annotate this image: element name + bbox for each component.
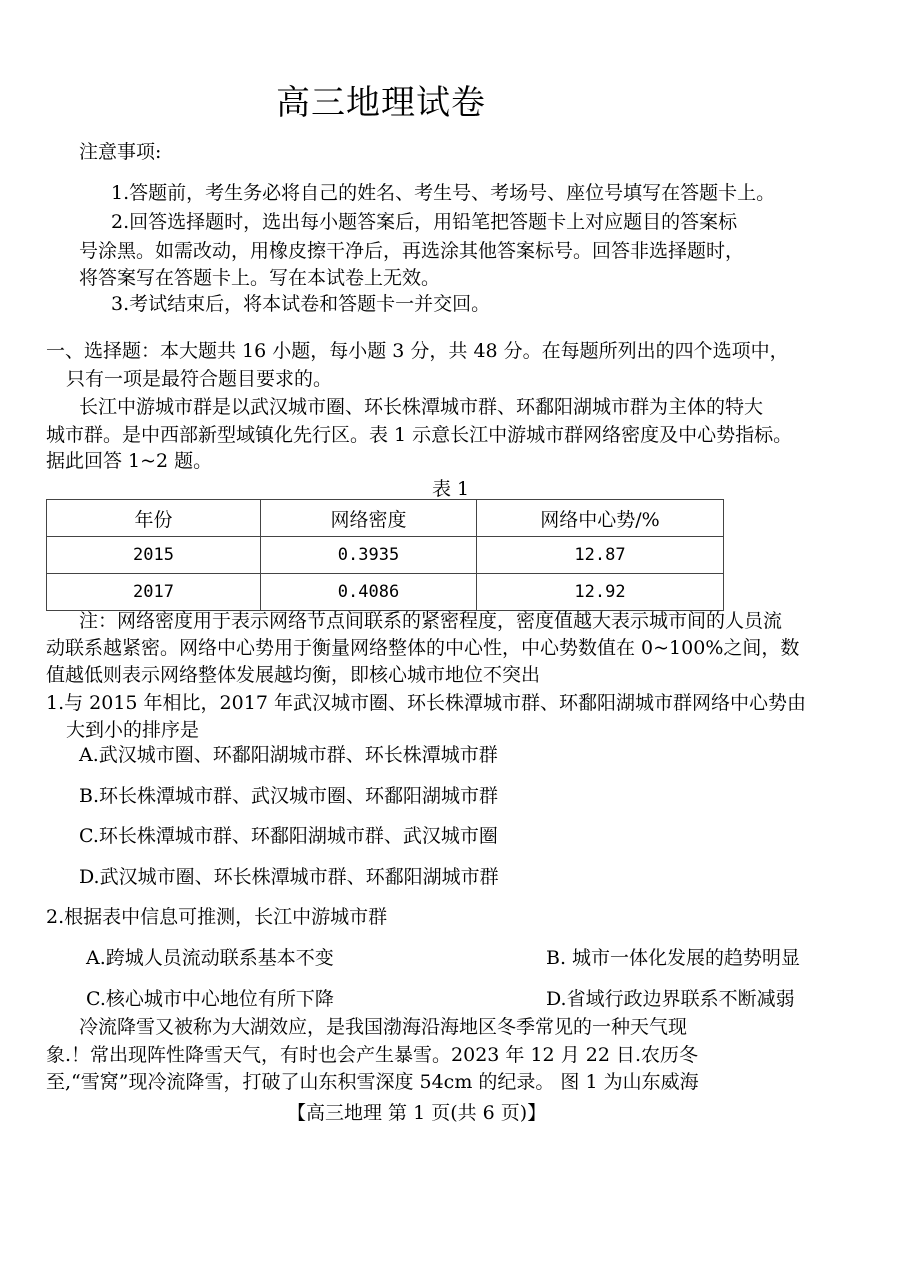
table-note-line-2: 动联系越紧密。网络中心势用于衡量网络整体的中心性，中心势数值在 0~100%之间，数 — [46, 637, 800, 659]
q2-option-d: D.省域行政边界联系不断减弱 — [546, 988, 795, 1010]
q1-option-d: D.武汉城市圈、环长株潭城市群、环鄱阳湖城市群 — [79, 866, 499, 888]
q2-option-b: B. 城市一体化发展的趋势明显 — [546, 947, 801, 969]
table-cell: 12.87 — [477, 537, 724, 574]
q2-option-c: C.核心城市中心地位有所下降 — [86, 988, 334, 1010]
table-header-cell: 网络中心势/% — [477, 500, 724, 537]
table-cell: 0.3935 — [261, 537, 477, 574]
passage-2-line-2: 象.！常出现阵性降雪天气，有时也会产生暴雪。2023 年 12 月 22 日.农历冬 — [46, 1044, 698, 1066]
table-header-cell: 年份 — [47, 500, 261, 537]
q2-stem: 2.根据表中信息可推测，长江中游城市群 — [46, 906, 388, 928]
passage-2-line-3: 至,“雪窝”现冷流降雪，打破了山东积雪深度 54cm 的纪录。 图 1 为山东威海 — [46, 1071, 699, 1093]
passage-1-line-1: 长江中游城市群是以武汉城市圈、环长株潭城市群、环鄱阳湖城市群为主体的特大 — [79, 396, 764, 418]
table-row — [47, 574, 724, 611]
notice-heading: 注意事项: — [79, 141, 162, 163]
notice-item-2-line-3: 将答案写在答题卡上。写在本试卷上无效。 — [79, 267, 441, 289]
notice-item-2-line-2: 号涂黑。如需改动，用橡皮擦干净后，再选涂其他答案标号。回答非选择题时， — [79, 240, 745, 262]
table-header-cell: 网络密度 — [261, 500, 477, 537]
table-caption: 表 1 — [432, 478, 470, 500]
data-table — [46, 499, 724, 611]
q1-option-c: C.环长株潭城市群、环鄱阳湖城市群、武汉城市圈 — [79, 825, 498, 847]
page-footer: 【高三地理 第 1 页(共 6 页)】 — [287, 1102, 547, 1124]
notice-item-1: 1.答题前，考生务必将自己的姓名、考生号、考场号、座位号填写在答题卡上。 — [111, 182, 776, 204]
q1-option-b: B.环长株潭城市群、武汉城市圈、环鄱阳湖城市群 — [79, 785, 499, 807]
table-cell: 12.92 — [477, 574, 724, 611]
table-note-line-3: 值越低则表示网络整体发展越均衡，即核心城市地位不突出 — [46, 664, 541, 686]
passage-2-line-1: 冷流降雪又被称为大湖效应，是我国渤海沿海地区冬季常见的一种天气现 — [79, 1016, 688, 1038]
table-note-line-1: 注：网络密度用于表示网络节点间联系的紧密程度，密度值越大表示城市间的人员流 — [79, 610, 783, 632]
section-1-line-2: 只有一项是最符合题目要求的。 — [66, 368, 333, 390]
table-header-row — [47, 500, 724, 537]
table-row — [47, 537, 724, 574]
q2-option-a: A.跨城人员流动联系基本不变 — [86, 947, 334, 969]
table-cell: 2015 — [47, 537, 261, 574]
q1-stem-line-2: 大到小的排序是 — [66, 719, 200, 741]
table-cell: 2017 — [47, 574, 261, 611]
table-cell: 0.4086 — [261, 574, 477, 611]
page-title: 高三地理试卷 — [276, 83, 486, 123]
notice-item-3: 3.考试结束后，将本试卷和答题卡一并交回。 — [111, 293, 491, 315]
notice-item-2-line-1: 2.回答选择题时，选出每小题答案后，用铅笔把答题卡上对应题目的答案标 — [111, 211, 738, 233]
section-1-line-1: 一、选择题：本大题共 16 小题，每小题 3 分，共 48 分。在每题所列出的四个选项中， — [46, 340, 789, 362]
q1-option-a: A.武汉城市圈、环鄱阳湖城市群、环长株潭城市群 — [79, 744, 498, 766]
q1-stem-line-1: 1.与 2015 年相比，2017 年武汉城市圈、环长株潭城市群、环鄱阳湖城市群网络中心势由 — [46, 692, 806, 714]
passage-1-line-2: 城市群。是中西部新型域镇化先行区。表 1 示意长江中游城市群网络密度及中心势指标。 — [46, 424, 793, 446]
passage-1-line-3: 据此回答 1~2 题。 — [46, 450, 213, 472]
